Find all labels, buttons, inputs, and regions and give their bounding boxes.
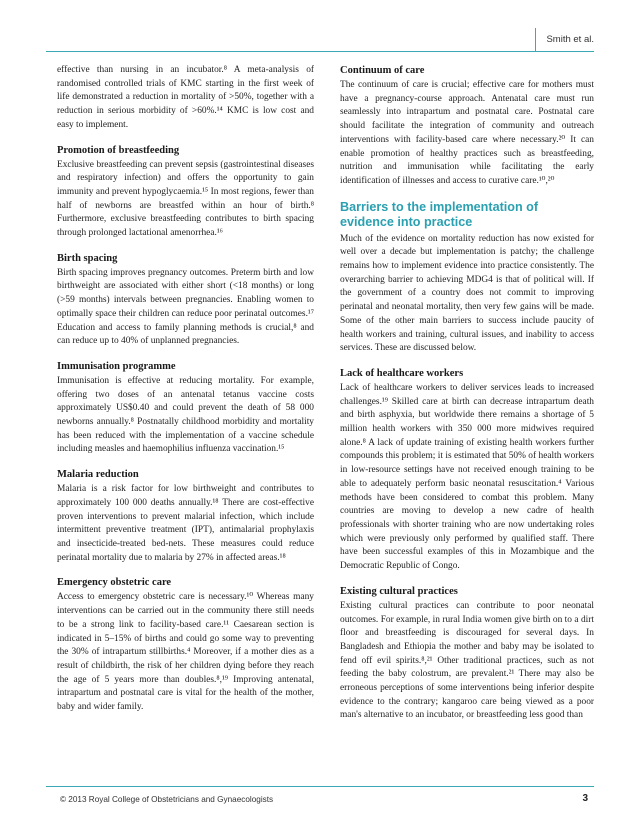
section-malaria (57, 468, 314, 565)
section-heading: Malaria reduction (57, 469, 139, 481)
section-cultural-practices (340, 585, 594, 723)
running-head: Smith et al. (535, 28, 594, 51)
paragraph: Access to emergency obstetric care is necessary.¹⁰ Whereas many interventions can be carried out in the community there still needs to be a strong link to facility-based care.¹¹ Caesarean section is indicated in 5–15% of births and could go some way to preventing the 30% of intrapartum stillbirths.⁴ Moreover, if a mother dies as a result of childbirth, the risk of her children dying before they reach the age of 5 years more than doubles.⁸,¹⁹ Improving antenatal, intrapartum and postnatal care is vital for the health of the mother, baby and wider family. (57, 592, 314, 713)
section-heading: Lack of healthcare workers (340, 367, 464, 379)
paragraph: effective than nursing in an incubator.⁸ A meta-analysis of randomised controlled trials of KMC starting in the first week of life demonstrated a reduction in mortality of >50%, together with a reduction in serious morbidity of >60%.¹⁴ KMC is low cost and easy to implement. (57, 65, 314, 130)
section-heading: Emergency obstetric care (57, 577, 172, 589)
page-header (0, 0, 638, 54)
section-heading: Continuum of care (340, 65, 425, 76)
header-rule (46, 51, 594, 52)
paragraph: Malaria is a risk factor for low birthweight and contributes to approximately 100 000 deaths annually.¹⁸ There are cost-effective proven interventions to prevent malarial infection, which include intermittent preventive treatment (IPT), antimalarial prophylaxis and insecticide-treated bed-nets. These measures could reduce perinatal mortality due to malaria by 27% in affected areas.¹⁸ (57, 484, 314, 563)
section-heading: Birth spacing (57, 252, 118, 264)
paragraph: Exclusive breastfeeding can prevent sepsis (gastrointestinal diseases and respiratory infection) and offers the opportunity to gain immunity and prevent hypoglycaemia.¹⁵ In most regions, fewer than half of newborns are breastfed within an hour of birth.⁸ Furthermore, exclusive breastfeeding contributes to birth spacing through prolonged lactational amenorrhea.¹⁶ (57, 159, 314, 239)
section-intro (57, 64, 314, 133)
section-healthcare-workers (340, 367, 594, 574)
section-birth-spacing (57, 252, 314, 349)
paragraph: Existing cultural practices can contribute to poor neonatal outcomes. For example, in rural India women give birth on to a dirt floor and breastfeeding is discouraged for several days. In Bangladesh and Ethiopia the mother and baby may be isolated to fend off evil spirits.⁸,²¹ Other traditional practices, such as not feeding the baby colostrum, are prevalent.²¹ There may also be erroneous perceptions of some interventions being inferior despite evidence to the contrary; kangaroo care being viewed as a poor man's alternative to an incubator, or breastfeeding less good than (340, 600, 594, 721)
paragraph: Birth spacing improves pregnancy outcomes. Preterm birth and low birthweight are associated with either short (<18 months) or long (>59 months) intervals between pregnancies. Enabling women to optimally space their children can reduce poor perinatal outcomes.¹⁷ Education and access to family planning methods is crucial,⁸ and can reduce up to 40% of unplanned pregnancies. (57, 267, 314, 347)
section-breastfeeding (57, 144, 314, 241)
left-column (57, 64, 314, 726)
paragraph: Lack of healthcare workers to deliver services leads to increased challenges.¹⁹ Skilled care at birth can decrease intrapartum death and birth asphyxia, but worldwide there remains a shortage of 5 million health workers with 350 000 more midwives required alone.⁸ A lack of update training of existing health workers further compounds this problem; it is estimated that 50% of health workers in low-resource settings have not received enough training to be able to adequately perform basic neonatal resuscitation.⁴ Various methods have been considered to combat this problem. Many countries are moving to develop a new cadre of health professionals with shorter training who are now undertaking roles which were previously only performed by qualified staff. There have been successful examples of this in Mozambique and the Democratic Republic of Congo. (340, 382, 594, 572)
page-number: 3 (582, 793, 588, 804)
paragraph: The continuum of care is crucial; effective care for mothers must have a pregnancy-course approach. Antenatal care must run seamlessly into intrapartum and postnatal care. Postnatal care should facilitate the integration of community and outreach interventions with facility-based care where necessary.²⁰ It can enable promotion of healthy practices such as breastfeeding, nutrition and immunisation while facilitating the early identification of illnesses and access to curative care.¹⁰,²⁰ (340, 80, 594, 186)
section-barriers (340, 200, 594, 356)
right-column (340, 64, 594, 734)
copyright-notice: © 2013 Royal College of Obstetricians and Gynaecologists (60, 795, 274, 804)
section-heading: Existing cultural practices (340, 585, 458, 597)
page-footer (46, 786, 594, 815)
paragraph: Immunisation is effective at reducing mortality. For example, offering two doses of an antenatal tetanus vaccine costs approximately US$0.40 and could prevent the death of 58 000 newborns annually.⁸ Postnatally childhood morbidity and mortality has been reduced with the implementation of a vaccine schedule including measles and haemophilius influenza vaccination.¹⁵ (57, 375, 314, 455)
section-immunisation (57, 360, 314, 457)
section-heading: Promotion of breastfeeding (57, 144, 180, 156)
paragraph: Much of the evidence on mortality reduction has now existed for well over a decade but implementation is patchy; the challenge remains how to implement evidence into practice consistently. The overarching barrier to achieving MDG4 is that of political will. If the government of a country does not commit to improving perinatal and neonatal mortality, then very few gains will be made. Some of the other main barriers to success include paucity of health workers and training, cultural issues, and inability to access services. These are discussed below. (340, 233, 594, 354)
major-heading: Barriers to the implementation of evidence into practice (340, 199, 539, 229)
section-emergency-obstetric (57, 576, 314, 714)
section-continuum (340, 64, 594, 189)
section-heading: Immunisation programme (57, 360, 176, 372)
